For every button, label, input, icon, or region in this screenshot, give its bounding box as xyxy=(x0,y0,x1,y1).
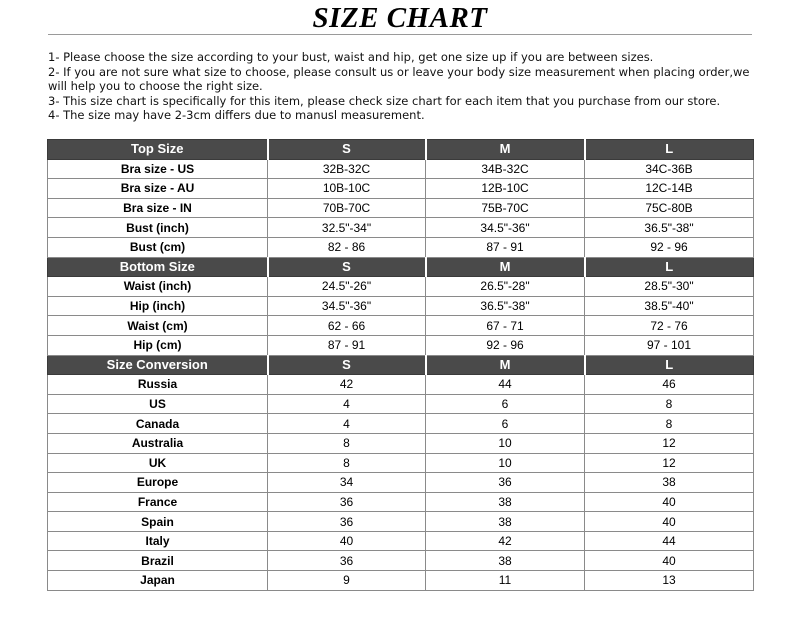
row-label: US xyxy=(48,394,268,414)
size-m-value: 36 xyxy=(426,473,585,493)
row-label: Hip (cm) xyxy=(48,335,268,355)
table-row xyxy=(48,277,754,297)
size-m-value: 36.5"-38" xyxy=(426,296,585,316)
table-row xyxy=(48,198,754,218)
table-row xyxy=(48,531,754,551)
size-s-header: S xyxy=(268,140,426,160)
note-line: 3- This size chart is specifically for this item, please check size chart for each item that you purchase from our store. xyxy=(48,93,721,108)
row-label: Spain xyxy=(48,512,268,532)
size-l-value: 34C-36B xyxy=(585,159,754,179)
size-m-value: 38 xyxy=(426,512,585,532)
size-m-value: 67 - 71 xyxy=(426,316,585,336)
table-row xyxy=(48,237,754,257)
table-row xyxy=(48,159,754,179)
size-s-value: 34.5"-36" xyxy=(268,296,426,316)
table-row xyxy=(48,433,754,453)
note-line: 4- The size may have 2-3cm differs due to manusl measurement. xyxy=(48,108,425,123)
size-l-value: 46 xyxy=(585,375,754,395)
size-l-header: L xyxy=(585,140,754,160)
row-label: Bra size - AU xyxy=(48,179,268,199)
row-label: Hip (inch) xyxy=(48,296,268,316)
size-l-value: 28.5"-30" xyxy=(585,277,754,297)
size-l-value: 12C-14B xyxy=(585,179,754,199)
section-header-row xyxy=(48,257,754,277)
section-header-row xyxy=(48,140,754,160)
size-s-value: 70B-70C xyxy=(268,198,426,218)
size-s-value: 9 xyxy=(268,571,426,591)
size-s-value: 40 xyxy=(268,531,426,551)
size-s-value: 32B-32C xyxy=(268,159,426,179)
size-m-header: M xyxy=(426,257,585,277)
note-line: will help you to choose the right size. xyxy=(48,79,263,94)
size-l-header: L xyxy=(585,257,754,277)
size-m-value: 87 - 91 xyxy=(426,237,585,257)
size-s-value: 8 xyxy=(268,453,426,473)
table-row xyxy=(48,296,754,316)
size-l-value: 40 xyxy=(585,551,754,571)
table-row xyxy=(48,375,754,395)
size-l-value: 72 - 76 xyxy=(585,316,754,336)
size-m-value: 42 xyxy=(426,531,585,551)
row-label: Europe xyxy=(48,473,268,493)
table-row xyxy=(48,492,754,512)
page-title: SIZE CHART xyxy=(312,2,488,34)
row-label: Russia xyxy=(48,375,268,395)
size-s-value: 24.5"-26" xyxy=(268,277,426,297)
table-row xyxy=(48,453,754,473)
size-s-value: 87 - 91 xyxy=(268,335,426,355)
title-divider xyxy=(48,34,752,35)
size-s-value: 32.5"-34" xyxy=(268,218,426,238)
size-m-value: 10 xyxy=(426,433,585,453)
row-label: Bra size - IN xyxy=(48,198,268,218)
size-m-value: 6 xyxy=(426,414,585,434)
row-label: Italy xyxy=(48,531,268,551)
size-l-value: 97 - 101 xyxy=(585,335,754,355)
size-s-header: S xyxy=(268,257,426,277)
size-m-value: 6 xyxy=(426,394,585,414)
size-m-value: 12B-10C xyxy=(426,179,585,199)
size-m-header: M xyxy=(426,355,585,375)
note-line: 1- Please choose the size according to your bust, waist and hip, get one size up if you are between sizes. xyxy=(48,50,654,64)
table-row xyxy=(48,473,754,493)
size-m-value: 75B-70C xyxy=(426,198,585,218)
size-s-value: 36 xyxy=(268,492,426,512)
size-notes xyxy=(48,50,760,123)
size-s-value: 8 xyxy=(268,433,426,453)
row-label: Australia xyxy=(48,433,268,453)
row-label: Bust (cm) xyxy=(48,237,268,257)
row-label: Canada xyxy=(48,414,268,434)
size-m-value: 11 xyxy=(426,571,585,591)
table-row xyxy=(48,335,754,355)
row-label: Bra size - US xyxy=(48,159,268,179)
row-label: Brazil xyxy=(48,551,268,571)
size-l-value: 75C-80B xyxy=(585,198,754,218)
table-row xyxy=(48,512,754,532)
size-s-value: 82 - 86 xyxy=(268,237,426,257)
table-row xyxy=(48,571,754,591)
size-m-header: M xyxy=(426,140,585,160)
size-s-value: 34 xyxy=(268,473,426,493)
size-l-value: 8 xyxy=(585,414,754,434)
size-m-value: 26.5"-28" xyxy=(426,277,585,297)
size-l-value: 8 xyxy=(585,394,754,414)
section-header-label: Top Size xyxy=(48,140,268,160)
size-m-value: 92 - 96 xyxy=(426,335,585,355)
size-l-header: L xyxy=(585,355,754,375)
section-header-label: Size Conversion xyxy=(48,355,268,375)
size-l-value: 40 xyxy=(585,512,754,532)
row-label: UK xyxy=(48,453,268,473)
size-l-value: 92 - 96 xyxy=(585,237,754,257)
size-s-value: 10B-10C xyxy=(268,179,426,199)
table-row xyxy=(48,394,754,414)
size-s-value: 4 xyxy=(268,414,426,434)
size-l-value: 44 xyxy=(585,531,754,551)
section-header-row xyxy=(48,355,754,375)
table-row xyxy=(48,179,754,199)
section-header-label: Bottom Size xyxy=(48,257,268,277)
size-l-value: 12 xyxy=(585,453,754,473)
row-label: Waist (cm) xyxy=(48,316,268,336)
size-m-value: 38 xyxy=(426,492,585,512)
size-s-value: 36 xyxy=(268,551,426,571)
size-m-value: 38 xyxy=(426,551,585,571)
size-l-value: 40 xyxy=(585,492,754,512)
size-s-value: 36 xyxy=(268,512,426,532)
size-l-value: 12 xyxy=(585,433,754,453)
size-chart-body xyxy=(48,140,754,591)
row-label: Bust (inch) xyxy=(48,218,268,238)
size-s-value: 4 xyxy=(268,394,426,414)
row-label: France xyxy=(48,492,268,512)
row-label: Waist (inch) xyxy=(48,277,268,297)
row-label: Japan xyxy=(48,571,268,591)
size-m-value: 34B-32C xyxy=(426,159,585,179)
size-s-value: 42 xyxy=(268,375,426,395)
table-row xyxy=(48,316,754,336)
table-row xyxy=(48,218,754,238)
size-l-value: 38 xyxy=(585,473,754,493)
size-m-value: 10 xyxy=(426,453,585,473)
note-line: 2- If you are not sure what size to choose, please consult us or leave your body size measurement when placing order,we xyxy=(48,64,750,79)
table-row xyxy=(48,551,754,571)
table-row xyxy=(48,414,754,434)
size-l-value: 13 xyxy=(585,571,754,591)
size-chart-table xyxy=(47,139,754,591)
size-m-value: 44 xyxy=(426,375,585,395)
size-l-value: 36.5"-38" xyxy=(585,218,754,238)
size-s-value: 62 - 66 xyxy=(268,316,426,336)
size-m-value: 34.5"-36" xyxy=(426,218,585,238)
size-s-header: S xyxy=(268,355,426,375)
size-l-value: 38.5"-40" xyxy=(585,296,754,316)
